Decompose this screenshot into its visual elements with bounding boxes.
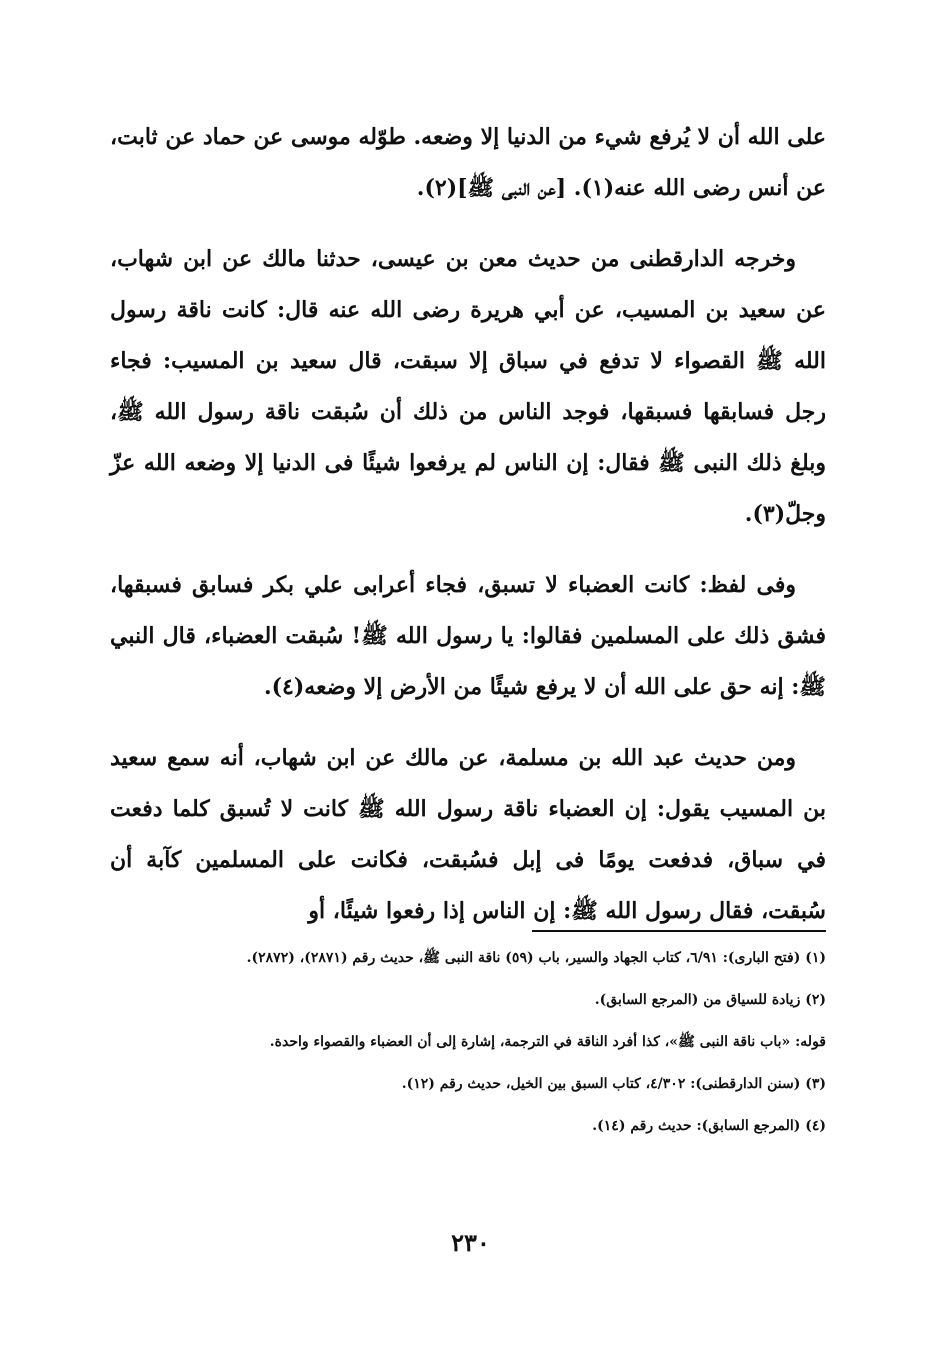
main-text [110,112,826,957]
footnote-2: (٢) زيادة للسياق من (المرجع السابق). [594,992,826,1008]
footnote-note: قوله: «باب ناقة النبى ﷺ»، كذا أفرد الناقة في الترجمة، إشارة إلى أن العضباء والقصواء واحدة. [269,1034,826,1050]
footnote-1: (١) (فتح البارى): ٦/٩١، كتاب الجهاد والسير، باب (٥٩) ناقة النبى ﷺ، حديث رقم (٢٨٧١)، (٢٨٧٢). [246,950,826,966]
paragraph-1: على الله أن لا يُرفع شيء من الدنيا إلا وضعه. طوّله موسى عن حماد عن ثابت، عن أنس رضى الله عنه(١). [عن النبى ﷺ](٢). [110,124,826,201]
footnote-4: (٤) (المرجع السابق): حديث رقم (١٤). [592,1118,826,1134]
paragraph-2: وخرجه الدارقطنى من حديث معن بن عيسى، حدثنا مالك عن ابن شهاب، عن سعيد بن المسيب، عن أبي هريرة رضى الله عنه قال: كانت ناقة رسول الله ﷺ القصواء لا تدفع في سباق إلا سبقت، قال سعيد بن المسيب: فجاء رجل فسابقها فسبقها، فوجد الناس من ذلك أن سُبقت ناقة رسول الله ﷺ، وبلغ ذلك النبى ﷺ فقال: إن الناس لم يرفعوا شيئًا فى الدنيا إلا وضعه الله عزّ وجلّ(٣). [110,246,827,527]
page-number: ٢٣٠ [451,1228,490,1257]
paragraph-4: ومن حديث عبد الله بن مسلمة، عن مالك عن ابن شهاب، أنه سمع سعيد بن المسيب يقول: إن العضباء ناقة رسول الله ﷺ كانت لا تُسبق كلما دفعت في سباق، فدفعت يومًا فى إبل فسُبقت، فكانت على المسلمين كآبة أن سُبقت، فقال رسول الله ﷺ: إن الناس إذا رفعوا شيئًا، أو [110,745,826,924]
footnote-3: (٣) (سنن الدارقطنى): ٤/٣٠٢، كتاب السبق بين الخيل، حديث رقم (١٢). [401,1076,826,1092]
footnote-divider [532,930,826,932]
footnotes [110,942,826,1152]
paragraph-3: وفى لفظ: كانت العضباء لا تسبق، فجاء أعرابى علي بكر فسابق فسبقها، فشق ذلك على المسلمين فقالوا: يا رسول الله ﷺ! سُبقت العضباء، قال النبي ﷺ: إنه حق على الله أن لا يرفع شيئًا من الأرض إلا وضعه(٤). [110,572,826,700]
